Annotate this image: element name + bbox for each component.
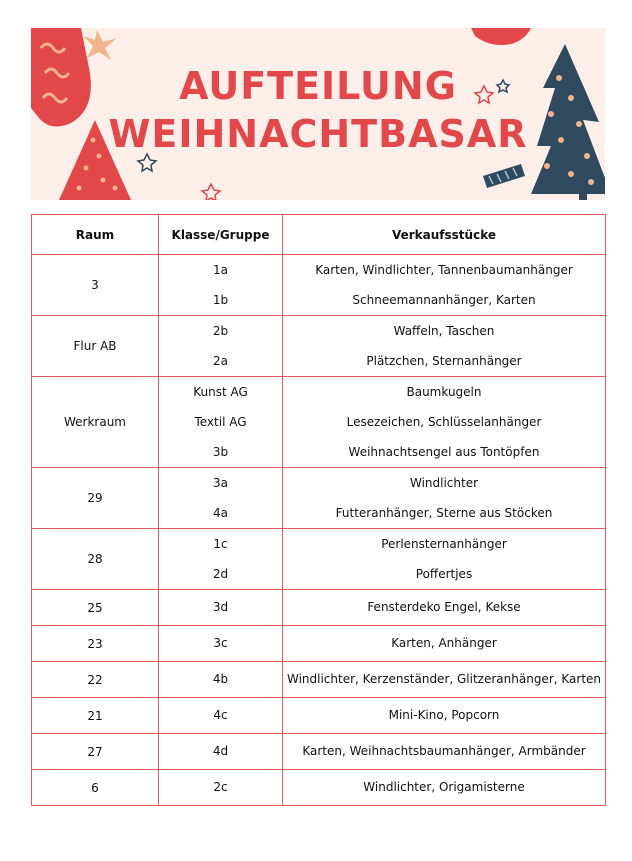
room-cell: 29 [32,468,159,529]
items-cell: Karten, Windlichter, Tannenbaumanhänger Schneemannanhänger, Karten [283,255,606,316]
room-cell: 22 [32,662,159,698]
table-row [32,734,606,770]
room-cell: 21 [32,698,159,734]
table-row [32,770,606,806]
table-row [32,626,606,662]
group-cell: 3a 4a [159,468,283,529]
scarf-icon [483,164,525,188]
group-cell: 3d [159,590,283,626]
items-cell: Windlichter, Origamisterne [283,770,606,806]
group-cell: 1c 2d [159,529,283,590]
table-row [32,698,606,734]
page-title-line1: AUFTEILUNG [179,64,457,108]
room-cell: 28 [32,529,159,590]
table-row [32,377,606,468]
column-header-group: Klasse/Gruppe [159,215,283,255]
ribbon-icon [471,28,531,45]
room-cell: Flur AB [32,316,159,377]
group-cell: Kunst AG Textil AG 3b [159,377,283,468]
page-title-line2: WEIHNACHTBASAR [108,112,528,156]
group-cell: 1a 1b [159,255,283,316]
items-cell: Karten, Anhänger [283,626,606,662]
items-cell: Fensterdeko Engel, Kekse [283,590,606,626]
items-cell: Windlichter, Kerzenständer, Glitzeranhänger, Karten [283,662,606,698]
room-cell: 3 [32,255,159,316]
table-row [32,468,606,529]
table-row [32,529,606,590]
items-cell: Waffeln, Taschen Plätzchen, Sternanhänger [283,316,606,377]
allocation-table [31,214,606,806]
group-cell: 3c [159,626,283,662]
room-cell: 27 [32,734,159,770]
column-header-room: Raum [32,215,159,255]
room-cell: 25 [32,590,159,626]
items-cell: Windlichter Futteranhänger, Sterne aus Stöcken [283,468,606,529]
table-row [32,590,606,626]
items-cell: Baumkugeln Lesezeichen, Schlüsselanhänger Weihnachtsengel aus Tontöpfen [283,377,606,468]
column-header-items: Verkaufsstücke [283,215,606,255]
group-cell: 2b 2a [159,316,283,377]
sparkle-icon [83,30,117,60]
group-cell: 4b [159,662,283,698]
table-header-row [32,215,606,255]
items-cell: Karten, Weihnachtsbaumanhänger, Armbänder [283,734,606,770]
header-banner [31,28,605,200]
star-icon [138,154,156,171]
table-row [32,255,606,316]
room-cell: 6 [32,770,159,806]
table-row [32,662,606,698]
table-row [32,316,606,377]
group-cell: 4c [159,698,283,734]
items-cell: Mini-Kino, Popcorn [283,698,606,734]
room-cell: 23 [32,626,159,662]
room-cell: Werkraum [32,377,159,468]
group-cell: 2c [159,770,283,806]
items-cell: Perlensternanhänger Poffertjes [283,529,606,590]
group-cell: 4d [159,734,283,770]
